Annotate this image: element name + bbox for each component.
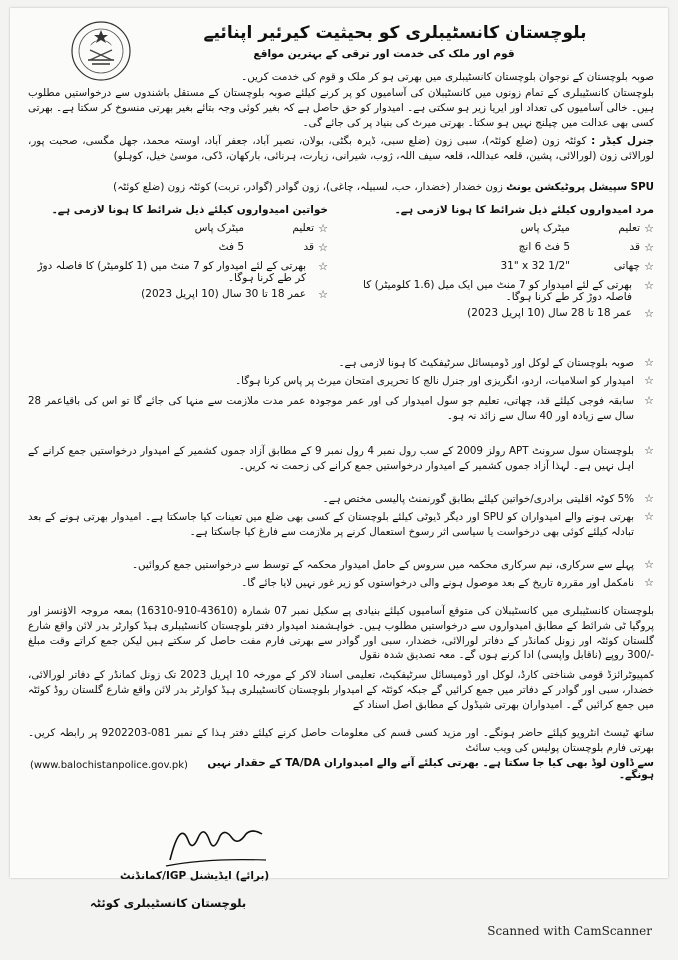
notice-title: بلوچستان کانسٹیبلری کو بحیثیت کیرئیر اپنائیے <box>203 23 587 43</box>
star-icon: ☆ <box>644 576 654 589</box>
male-row: ☆ عمر 18 تا 28 سال (10 اپریل 2023) <box>467 307 654 320</box>
female-row: ☆ عمر 18 تا 30 سال (10 اپریل 2023) <box>141 288 328 301</box>
female-row: ☆ بھرتی کے لئے امیدوار کو 7 منٹ میں (1 کلومیٹر) کا فاصلہ دوڑ کر طے کرنا ہوگا۔ <box>37 260 328 284</box>
condition-item: ☆ پہلے سے سرکاری، نیم سرکاری محکمہ میں سروس کے حامل امیدوار محکمہ کے توسط سے درخواستیں جمع کروائیں۔ <box>131 558 654 571</box>
signatory-office: (برائے) ایڈیشنل IGP/کمانڈنٹ <box>120 870 270 882</box>
condition-item: ☆ بھرتی ہونے والے امیدواران کو SPU اور دیگر ڈیوٹی کیلئے بلوچستان کے کسی بھی ضلع میں تعینات کیا جاسکتا ہے۔ امیدوار بھرتی ہونے کے بعد تبادلہ کیلئے کوئی بھی درخواست یا سیاسی اثر رسوخ استعمال کرنے پر ملازمت سے فارغ کیا جاسکتا ہے۔ <box>28 510 654 538</box>
male-row: ☆ بھرتی کے لئے امیدوار کو 7 منٹ میں ایک میل (1.6 کلومیٹر) کا فاصلہ دوڑ کر طے کرنا ہوگا۔ <box>363 279 654 303</box>
star-icon: ☆ <box>644 356 654 369</box>
star-icon: ☆ <box>644 222 654 235</box>
star-icon: ☆ <box>644 279 654 292</box>
notice-sheet <box>10 8 668 910</box>
male-row: ☆ قد 5 فٹ 6 انچ <box>518 241 654 254</box>
application-paragraph: بلوچستان کانسٹیبلری میں کانسٹیبلان کی متوقع آسامیوں کیلئے بنیادی پے سکیل نمبر 07 شمارہ (43610-910-16310) بمعہ مروجہ الاؤنسز اور پروگیا ٹی شرائط کے مطابق امیدواروں سے درخواستیں مطلوب ہیں۔ خواہشمند امیدوار دفتر بلوچستان کانسٹیبلری ہیڈ کوارٹر بدر لائن واقع شارع گلستان کوئٹہ اور زونل کمانڈر کے دفاتر لورالائی، خضدار، سبی اور گوادر سے بھرتی فارم مفت حاصل کر سکتے ہیں لیکن جمع کراتے وقت مبلغ -/300 روپے (ناقابل واپسی) ادا کرنے ہوں گے۔ معہ تصدیق شدہ نقول <box>28 605 654 662</box>
website-link[interactable]: (www.balochistanpolice.gov.pk) <box>30 760 188 771</box>
star-icon: ☆ <box>644 374 654 387</box>
star-icon: ☆ <box>318 260 328 273</box>
download-note: سے ڈاون لوڈ بھی کیا جا سکتا ہے۔ بھرتی کیلئے آنے والے امیدواران TA/DA کے حقدار نہیں ہونگے۔ <box>207 757 654 781</box>
scanner-watermark: Scanned with CamScanner <box>487 924 652 938</box>
condition-item: ☆ 5% کوٹہ اقلیتی برادری/خواتین کیلئے بطابق گورنمنٹ پالیسی مختص ہے۔ <box>322 492 654 505</box>
star-icon: ☆ <box>318 241 328 254</box>
female-criteria-heading: خواتین امیدواروں کیلئے ذیل شرائط کا ہونا لازمی ہے۔ <box>51 204 328 216</box>
submission-paragraph: کمپیوٹرائزڈ قومی شناختی کارڈ، لوکل اور ڈومیسائل سرٹیفکیٹ، تعلیمی اسناد لاکر کے مورخہ 10 اپریل 2023 تک زونل کمانڈر کے دفاتر لورالائی، خضدار، سبی اور گوادر کے دفاتر میں جمع کرائیں گے جبکہ کوئٹہ کے امیدوار بلوچستان کانسٹیبلری ہیڈ کوارٹر بدر لائن واقع شارع گلستان روڈ کوئٹہ میں جمع کرائیں گے۔ امیدواران بھرتی شیڈول کے مطابق اصل اسناد کے <box>28 669 654 711</box>
condition-item: ☆ امیدوار کو اسلامیات، اردو، انگریزی اور جنرل نالج کا تحریری امتحان میرٹ پر پاس کرنا ہوگا۔ <box>235 374 654 387</box>
star-icon: ☆ <box>644 307 654 320</box>
condition-item: ☆ سابقہ فوجی کیلئے قد، چھاتی، تعلیم جو سول امیدوار کی اور عمر موجودہ عمر مدت ملازمت سے منہا کی جائے گا تو اس کی باقیاعمر 28 سال سے زیادہ اور 40 سال سے زائد نہ ہو۔ <box>28 394 654 422</box>
contact-paragraph: ساتھ ٹیسٹ انٹرویو کیلئے حاضر ہونگے۔ اور مزید کسی قسم کی معلومات حاصل کرنے کیلئے دفتر ہذا کے نمبر 081-9202203 پر رابطہ کریں۔ بھرتی فارم بلوچستان پولیس کی ویب سائٹ <box>28 727 654 754</box>
female-row: ☆ تعلیم میٹرک پاس <box>194 222 328 235</box>
spu-paragraph <box>28 180 654 195</box>
intro-line: صوبہ بلوچستان کے نوجوان بلوچستان کانسٹیبلری میں بھرتی ہو کر ملک و قوم کی خدمت کریں۔ <box>241 71 654 83</box>
condition-item: ☆ بلوچستان سول سرونٹ APT رولز 2009 کے سب رول نمبر 4 رول نمبر 9 کے مطابق آزاد جموں کشمیر کے امیدوار درخواستیں جمع کرانے کے اہل نہیں ہے۔ لہذا آزاد جموں کشمیر کے امیدوار درخواستیں جمع کرانے کی زحمت نہ کریں۔ <box>28 444 654 472</box>
male-row: ☆ تعلیم میٹرک پاس <box>520 222 654 235</box>
male-row: ☆ چھاتی 31" x 32 1/2" <box>500 260 654 273</box>
star-icon: ☆ <box>644 394 654 407</box>
spu-label: SPU سپیشل پروٹیکشن یونٹ <box>506 181 654 193</box>
male-criteria <box>354 204 654 326</box>
condition-item: ☆ نامکمل اور مقررہ تاریخ کے بعد موصول ہونے والی درخواستوں کو زیر غور نہیں لایا جائے گا۔ <box>241 576 654 589</box>
star-icon: ☆ <box>318 222 328 235</box>
star-icon: ☆ <box>644 444 654 457</box>
star-icon: ☆ <box>644 558 654 571</box>
male-criteria-heading: مرد امیدواروں کیلئے ذیل شرائط کا ہونا لازمی ہے۔ <box>394 204 654 216</box>
intro-paragraph: بلوچستان کانسٹیبلری کے تمام زونوں میں کانسٹیبلان کی آسامیوں کو پر کرنے کیلئے صوبہ بلوچستان کے مستقل باشندوں سے درخواستیں مطلوب ہیں۔ خالی آسامیوں کی تعداد اور ایریا زیر ہو سکتی ہے۔ امیدوار کو حق حاصل ہے کہ بغیر کوئی وجہ بتائے بغیر بھرتی منسوخ کر سکتا ہے۔ بھرتی کسی بھی عدالت میں چیلنج نہیں ہو سکتا۔ بھرتی میرٹ کی بنیاد پر کی جائے گی۔ <box>28 87 654 129</box>
zones-paragraph <box>28 134 654 164</box>
star-icon: ☆ <box>318 288 328 301</box>
female-criteria <box>28 204 328 307</box>
general-cadre-zones: کوئٹہ زون (ضلع کوئٹہ)، سبی زون (ضلع سبی، ڈیرہ بگٹی، بولان، نصیر آباد، جعفر آباد، اوستہ محمد، جھل مگسی، صحبت پور، لورالائی زون (لورالائی، پشین، قلعہ عبداللہ، قلعہ سیف اللہ، ژوب، شیرانی، زیارت، ہرنائی، بارکھان، ڈکی، موسیٰ خیل، کوہلو) <box>28 135 654 162</box>
female-row: ☆ قد 5 فٹ <box>218 241 328 254</box>
condition-item: ☆ صوبہ بلوچستان کے لوکل اور ڈومیسائل سرٹیفکیٹ کا ہونا لازمی ہے۔ <box>338 356 654 369</box>
star-icon: ☆ <box>644 492 654 505</box>
spu-zones: زون خضدار (خضدار، حب، لسبیلہ، چاغی)، زون گوادر (گوادر، تربت) کوئٹہ زون (ضلع کوئٹہ) <box>113 181 503 193</box>
signatory-unit: بلوچستان کانسٹیبلری کوئٹہ <box>90 896 247 910</box>
notice-motto: قوم اور ملک کی خدمت اور ترقی کے بہترین مواقع <box>253 48 515 60</box>
general-cadre-label: جنرل کیڈر : <box>591 135 654 147</box>
star-icon: ☆ <box>644 510 654 523</box>
star-icon: ☆ <box>644 260 654 273</box>
star-icon: ☆ <box>644 241 654 254</box>
signature <box>160 820 280 872</box>
